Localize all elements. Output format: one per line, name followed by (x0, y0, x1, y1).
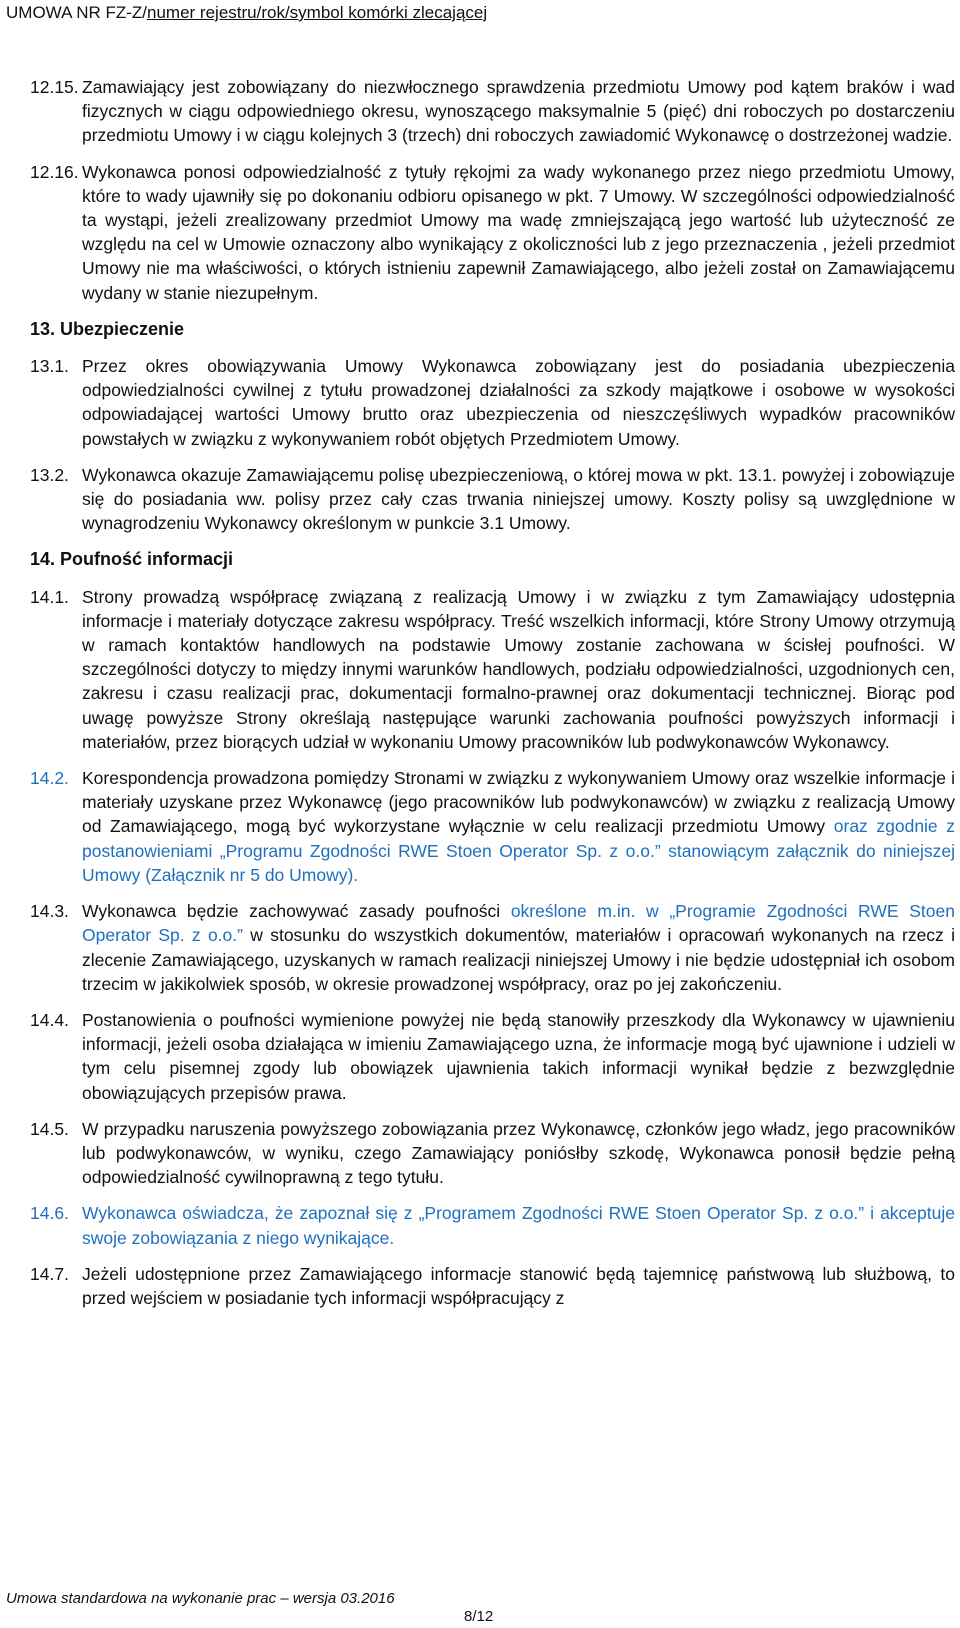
section-heading-13: 13. Ubezpieczenie (30, 318, 185, 339)
clause-13-2 (30, 463, 955, 536)
clause-14-5 (30, 1117, 955, 1190)
clause-14-3 (30, 899, 955, 996)
clause-number: 14.5. (30, 1118, 69, 1139)
clause-text-highlighted: oraz zgodnie z postanowieniami „Programu Zgodności RWE Stoen Operator Sp. z o.o.” stanowiącym załącznik do niniejszej Umowy (Załącznik nr 5 do Umowy). (82, 816, 955, 885)
clause-text: Wykonawca ponosi odpowiedzialność z tytuły rękojmi za wady wykonanego przez niego przedmiotu Umowy, które to wady ujawniły się po dokonaniu odbioru opisanego w pkt. 7 Umowy. W szczególności odpowiedzialność ta wystąpi, jeżeli zrealizowany przedmiot Umowy ma wadę zmniejszającą jego wartość lub użyteczność ze względu na cel w Umowie oznaczony albo wynikający z okoliczności lub z jego przeznaczenia , jeżeli przedmiot Umowy nie ma właściwości, o których istnieniu zapewnił Zamawiającego, albo jeżeli został on Zamawiającemu wydany w stanie niezupełnym. (82, 161, 955, 303)
clause-number: 14.6. (30, 1203, 69, 1224)
clause-number: 14.2. (30, 768, 69, 789)
clause-text: Zamawiający jest zobowiązany do niezwłocznego sprawdzenia przedmiotu Umowy pod kątem braków i wad fizycznych w ciągu odpowiedniego okresu, wynoszącego maksymalnie 5 (pięć) dni roboczych po dostarczeniu przedmiotu Umowy i w ciągu kolejnych 3 (trzech) dni roboczych zawiadomić Wykonawcę o dostrzeżonej wadzie. (82, 77, 955, 146)
clause-text-start: Wykonawca będzie zachowywać zasady poufności (82, 901, 511, 922)
clause-text: Strony prowadzą współpracę związaną z realizacją Umowy i w związku z tym Zamawiający udostępnia informacje i materiały dotyczące zakresu współpracy. Treść wszelkich informacji, które Strony Umowy otrzymują w ramach kontaktów handlowych na podstawie Umowy zostanie zachowana w ścisłej poufności. W szczególności dotyczy to między innymi warunków handlowych, podziału odpowiedzialności, uzgodnionych cen, zakresu i czasu realizacji prac, dokumentacji formalno-prawnej oraz dokumentacji technicznej. Biorąc pod uwagę powyższe Strony określają następujące warunki zachowania poufności powyższych informacji i materiałów, przez biorących udział w wykonaniu Umowy pracowników lub podwykonawców Wykonawcy. (82, 586, 955, 752)
clause-number: 12.15. (30, 77, 79, 97)
document-header (6, 3, 487, 23)
clause-text: Jeżeli udostępnione przez Zamawiającego informacje stanowić będą tajemnicę państwową lub służbową, to przed wejściem w posiadanie tych informacji współpracujący z (82, 1263, 955, 1308)
clause-text: Postanowienia o poufności wymienione powyżej nie będą stanowiły przeszkody dla Wykonawcy w ujawnieniu informacji, jeżeli osoba działająca w imieniu Zamawiającego uzna, że informacje mogą być ujawnione i udzieli w tym celu pisemnej zgody lub obowiązek ujawnienia takich informacji wynikał będzie z bezwzględnie obowiązujących przepisów prawa. (82, 1009, 955, 1103)
clause-text-highlighted: określone m.in. w „Programie Zgodności RWE Stoen Operator Sp. z o.o.” (82, 901, 955, 946)
clause-text-end: w stosunku do wszystkich dokumentów, materiałów i opracowań wykonanych na rzecz i zlecenie Zamawiającego, uzyskanych w ramach realizacji niniejszej Umowy i nie będzie udostępniał ich osobom trzecim w jakikolwiek sposób, w okresie prowadzonej współpracy, oraz po jej zakończeniu. (82, 925, 955, 994)
clause-text: Przez okres obowiązywania Umowy Wykonawca zobowiązany jest do posiadania ubezpieczenia odpowiedzialności cywilnej z tytułu prowadzonej działalności za szkody majątkowe i osobowe w wysokości odpowiadającej wartości Umowy brutto oraz ubezpieczenia od nieszczęśliwych wypadków pracowników powstałych w związku z wykonywaniem robót objętych Przedmiotem Umowy. (82, 356, 955, 449)
header-underlined-placeholder: numer rejestru/rok/symbol komórki zlecającej (147, 3, 488, 22)
clause-number: 13.2. (30, 464, 69, 485)
clause-number: 13.1. (30, 356, 69, 377)
clause-number: 14.1. (30, 586, 69, 607)
clause-text: Wykonawca oświadcza, że zapoznał się z „Programem Zgodności RWE Stoen Operator Sp. z o.o.” i akceptuje swoje zobowiązania z niego wynikające. (82, 1203, 955, 1248)
clause-number: 14.4. (30, 1009, 69, 1030)
clause-14-1 (30, 585, 955, 754)
clause-12-15 (30, 75, 955, 148)
clause-number: 14.7. (30, 1263, 69, 1284)
clause-number: 14.3. (30, 901, 69, 922)
clause-text: Korespondencja prowadzona pomiędzy Stronami w związku z wykonywaniem Umowy oraz wszelkie informacje i materiały uzyskane przez Wykonawcę (jego pracowników lub podwykonawców) w związku z realizacją Umowy od Zamawiającego, mogą być wykorzystane wyłącznie w celu realizacji przedmiotu Umowy (82, 768, 955, 837)
clause-14-4 (30, 1008, 955, 1105)
clause-13-1 (30, 354, 955, 451)
clause-text: Wykonawca okazuje Zamawiającemu polisę ubezpieczeniową, o której mowa w pkt. 13.1. powyżej i zobowiązuje się do posiadania ww. polisy przez cały czas trwania niniejszej umowy. Koszty polisy są uwzględnione w wynagrodzeniu Wykonawcy określonym w punkcie 3.1 Umowy. (82, 464, 955, 534)
clause-number: 12.16. (30, 161, 79, 182)
document-body (30, 75, 955, 1322)
clause-14-7 (30, 1262, 955, 1310)
document-footer-title: Umowa standardowa na wykonanie prac – wersja 03.2016 (6, 1590, 395, 1607)
page-number: 8/12 (464, 1608, 494, 1625)
clause-14-2 (30, 766, 955, 887)
header-prefix: UMOWA NR FZ-Z/ (6, 3, 148, 22)
clause-text: W przypadku naruszenia powyższego zobowiązania przez Wykonawcę, członków jego władz, jego pracowników lub podwykonawców, w wyniku, czego Zamawiający poniósłby szkodę, Wykonawca ponosił będzie pełną odpowiedzialność cywilnoprawną z tego tytułu. (82, 1118, 955, 1188)
section-heading-14: 14. Poufność informacji (30, 549, 234, 570)
clause-14-6 (30, 1201, 955, 1249)
clause-12-16 (30, 160, 955, 305)
